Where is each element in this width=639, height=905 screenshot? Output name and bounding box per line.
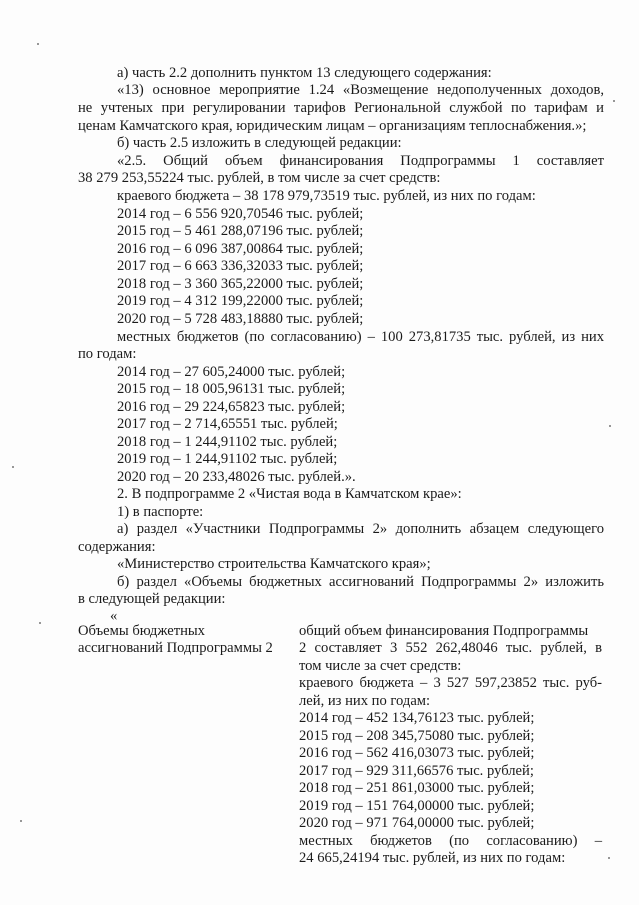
body-line: не учтеных при регулировании тарифов Региональной службой по тарифам и bbox=[78, 100, 604, 116]
table-right-cell-line: 2 составляет 3 552 262,48046 тыс. рублей, в bbox=[299, 640, 602, 656]
body-line: ценам Камчатского края, юридическим лицам – организациям теплоснабжения.»; bbox=[78, 118, 587, 134]
body-line: а) часть 2.2 дополнить пунктом 13 следующего содержания: bbox=[117, 65, 492, 81]
scan-speck bbox=[613, 100, 615, 102]
body-line: б) часть 2.5 изложить в следующей редакции: bbox=[117, 135, 402, 151]
body-line: местных бюджетов (по согласованию) – 100 273,81735 тыс. рублей, из них bbox=[117, 329, 604, 345]
table-right-cell-line: краевого бюджета – 3 527 597,23852 тыс. руб- bbox=[299, 675, 602, 691]
body-line: по годам: bbox=[78, 346, 137, 362]
body-line: «Министерство строительства Камчатского края»; bbox=[117, 556, 431, 572]
scan-speck bbox=[12, 466, 14, 468]
table-right-cell-line: 2019 год – 151 764,00000 тыс. рублей; bbox=[299, 798, 535, 814]
body-line: 2017 год – 2 714,65551 тыс. рублей; bbox=[117, 416, 338, 432]
table-left-cell-line: ассигнований Подпрограммы 2 bbox=[78, 640, 273, 656]
table-right-cell-line: 2018 год – 251 861,03000 тыс. рублей; bbox=[299, 780, 535, 796]
body-line: 2018 год – 3 360 365,22000 тыс. рублей; bbox=[117, 276, 364, 292]
body-line: 2. В подпрограмме 2 «Чистая вода в Камчатском крае»: bbox=[117, 486, 462, 502]
body-line: а) раздел «Участники Подпрограммы 2» дополнить абзацем следующего bbox=[117, 521, 604, 537]
scan-speck bbox=[37, 43, 39, 45]
table-right-cell-line: 2020 год – 971 764,00000 тыс. рублей; bbox=[299, 815, 535, 831]
body-line: 2014 год – 27 605,24000 тыс. рублей; bbox=[117, 364, 346, 380]
body-line: 38 279 253,55224 тыс. рублей, в том числе за счет средств: bbox=[78, 170, 441, 186]
body-line: 2019 год – 4 312 199,22000 тыс. рублей; bbox=[117, 293, 364, 309]
scan-speck bbox=[608, 857, 610, 859]
table-left-cell-line: Объемы бюджетных bbox=[78, 623, 205, 639]
body-line: 2014 год – 6 556 920,70546 тыс. рублей; bbox=[117, 206, 364, 222]
table-right-cell-line: том числе за счет средств: bbox=[299, 658, 462, 674]
table-right-cell-line: 24 665,24194 тыс. рублей, из них по годам: bbox=[299, 850, 566, 866]
table-right-cell-line: 2014 год – 452 134,76123 тыс. рублей; bbox=[299, 710, 535, 726]
table-right-cell-line: 2016 год – 562 416,03073 тыс. рублей; bbox=[299, 745, 535, 761]
body-line: «13) основное мероприятие 1.24 «Возмещение недополученных доходов, bbox=[117, 82, 604, 98]
body-line: 2016 год – 6 096 387,00864 тыс. рублей; bbox=[117, 241, 364, 257]
quote-mark: « bbox=[110, 608, 118, 624]
table-right-cell-line: общий объем финансирования Подпрограммы bbox=[299, 623, 589, 639]
body-line: 1) в паспорте: bbox=[117, 504, 204, 520]
scan-speck bbox=[39, 622, 41, 624]
body-line: 2016 год – 29 224,65823 тыс. рублей; bbox=[117, 399, 346, 415]
body-line: 2020 год – 5 728 483,18880 тыс. рублей; bbox=[117, 311, 364, 327]
table-right-cell-line: 2017 год – 929 311,66576 тыс. рублей; bbox=[299, 763, 534, 779]
body-line: 2015 год – 18 005,96131 тыс. рублей; bbox=[117, 381, 346, 397]
body-line: 2019 год – 1 244,91102 тыс. рублей; bbox=[117, 451, 338, 467]
body-line: краевого бюджета – 38 178 979,73519 тыс. рублей, из них по годам: bbox=[117, 188, 536, 204]
body-line: 2017 год – 6 663 336,32033 тыс. рублей; bbox=[117, 258, 364, 274]
body-line: б) раздел «Объемы бюджетных ассигнований Подпрограммы 2» изложить bbox=[117, 574, 604, 590]
scan-speck bbox=[20, 820, 22, 822]
table-right-cell-line: лей, из них по годам: bbox=[299, 693, 431, 709]
body-line: 2018 год – 1 244,91102 тыс. рублей; bbox=[117, 434, 338, 450]
body-line: в следующей редакции: bbox=[78, 591, 226, 607]
body-line: 2020 год – 20 233,48026 тыс. рублей.». bbox=[117, 469, 356, 485]
body-line: 2015 год – 5 461 288,07196 тыс. рублей; bbox=[117, 223, 364, 239]
body-line: содержания: bbox=[78, 539, 156, 555]
scan-speck bbox=[609, 425, 611, 427]
table-right-cell-line: местных бюджетов (по согласованию) – bbox=[299, 833, 602, 849]
body-line: «2.5. Общий объем финансирования Подпрограммы 1 составляет bbox=[117, 153, 604, 169]
table-right-cell-line: 2015 год – 208 345,75080 тыс. рублей; bbox=[299, 728, 535, 744]
